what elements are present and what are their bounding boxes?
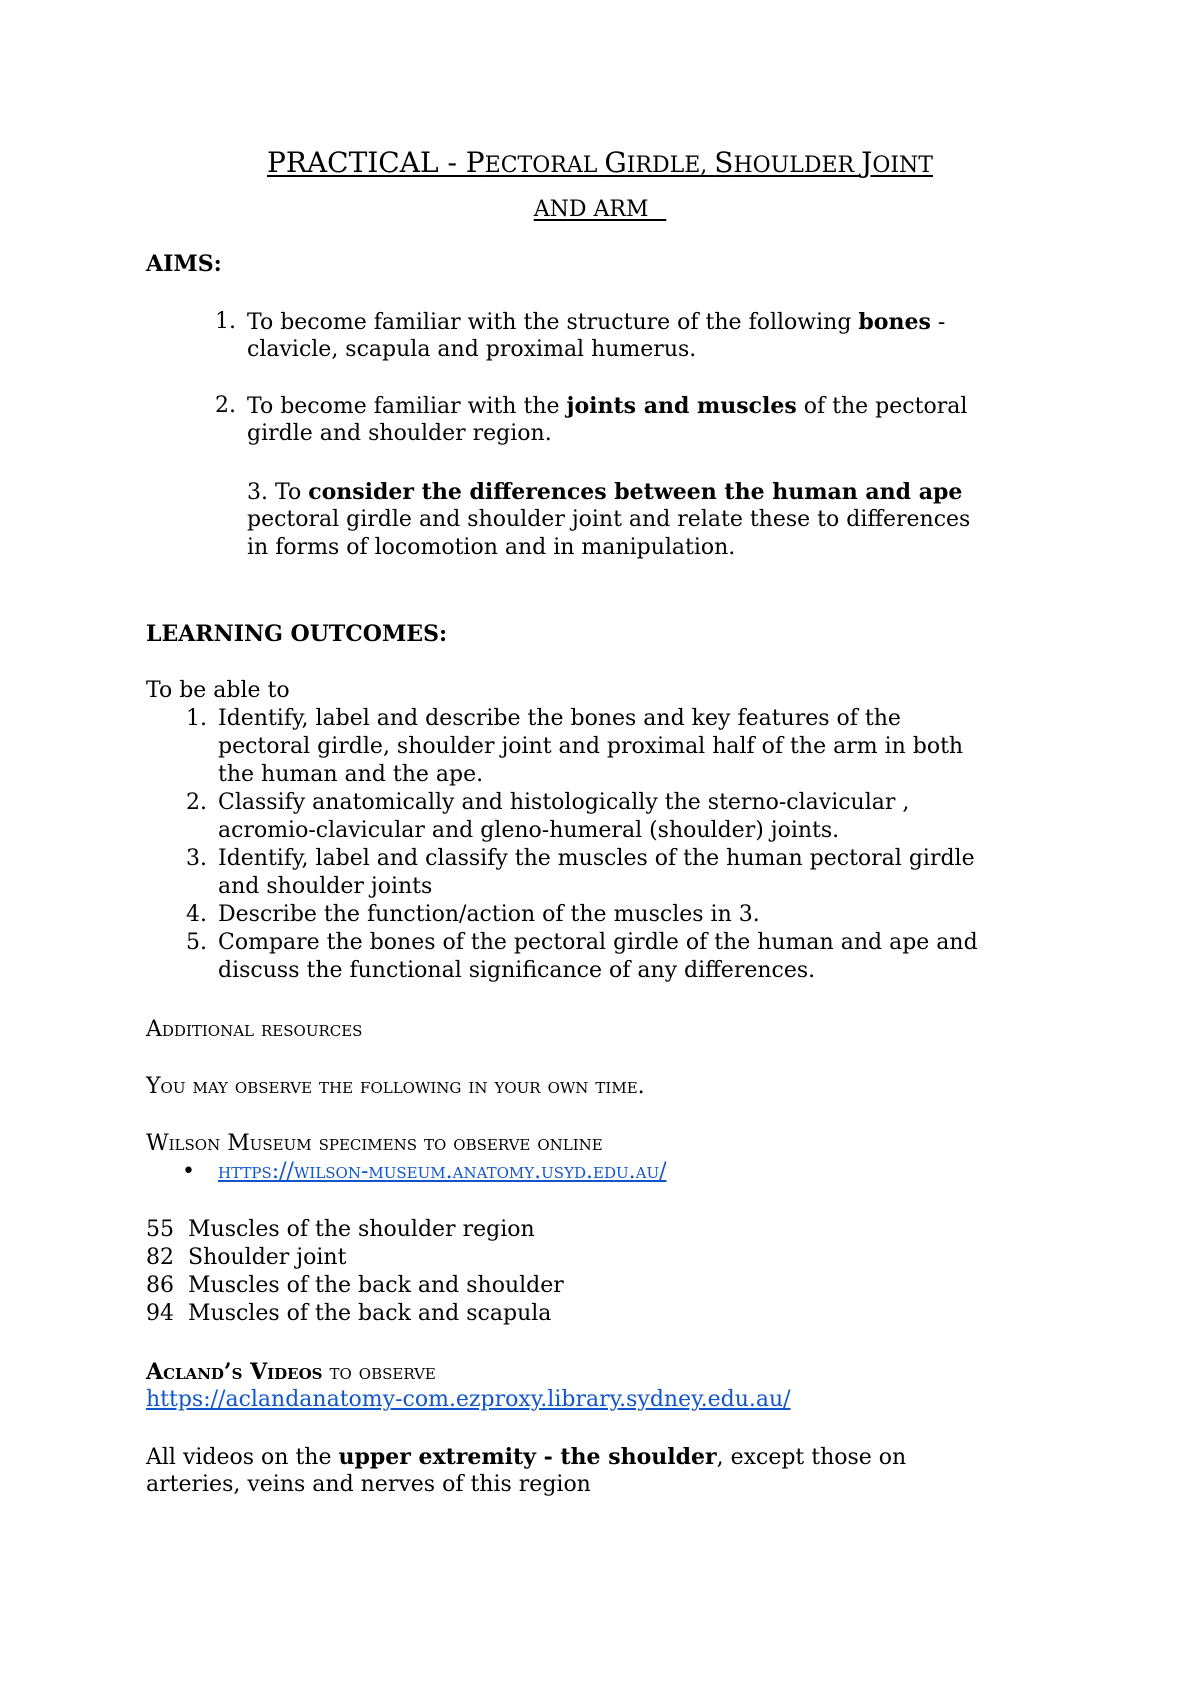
acland-videos-link[interactable]: https://aclandanatomy-com.ezproxy.library.sydney.edu.au/ [146,1387,791,1412]
aim-item-1-line1 [247,308,945,337]
outcome-2-line1: Classify anatomically and histologically the sterno-clavicular , [218,790,910,815]
aim-emphasis: bones [858,309,931,335]
outcome-5-line1: Compare the bones of the pectoral girdle of the human and ape and [218,930,978,955]
resources-note: You may observe the following in your own time. [146,1074,645,1099]
title-part: PRACTICAL - P [267,146,485,179]
aim-item-3-line3: in forms of locomotion and in manipulation. [247,535,736,560]
specimen-label: Muscles of the shoulder region [188,1217,535,1242]
title-part: ECTORAL [484,153,605,178]
final-note-line2: arteries, veins and nerves of this region [146,1472,591,1497]
wilson-link-line [218,1158,667,1186]
aim-text: To [275,480,309,505]
outcome-number: 5. [186,930,207,955]
title-part: G [604,146,627,179]
specimen-label: Muscles of the back and shoulder [188,1273,564,1298]
final-emphasis: upper extremity - the shoulder [338,1444,717,1470]
aim-item-3-line1 [247,478,962,507]
outcomes-intro: To be able to [146,678,290,703]
wilson-heading: Wilson Museum specimens to observe online [146,1131,603,1156]
title-part: AND ARM [533,197,649,222]
aim-text: of the pectoral [796,394,968,419]
outcome-4-line1: Describe the function/action of the muscles in 3. [218,902,760,927]
final-note-line1 [146,1443,906,1472]
specimen-number: 94 [146,1301,174,1326]
aim-number: 1. [215,309,236,334]
final-text: All videos on the [146,1445,339,1470]
aim-emphasis: joints and muscles [566,393,797,419]
aim-text: To become familiar with the [247,394,567,419]
specimen-row [146,1300,551,1328]
outcome-number: 1. [186,706,207,731]
acland-link-line [146,1386,791,1414]
resources-heading: Additional resources [146,1017,363,1042]
outcomes-heading: LEARNING OUTCOMES: [146,621,448,647]
outcome-number: 2. [186,790,207,815]
aim-text: - [930,310,946,335]
outcome-number: 3. [186,846,207,871]
title-part: OINT [872,153,933,178]
specimen-row [146,1272,564,1300]
aim-text: To become familiar with the structure of the following [247,310,859,335]
title-part: J [861,146,873,179]
outcome-5-line2: discuss the functional significance of any differences. [218,958,816,983]
outcome-number: 4. [186,902,207,927]
outcome-3-line2: and shoulder joints [218,874,433,899]
specimen-row [146,1244,346,1272]
title-part: S [714,146,734,179]
page-title-line2 [0,190,1200,223]
title-part: IRDLE, [626,153,715,178]
acland-heading [146,1358,436,1387]
outcome-2-line2: acromio-clavicular and gleno-humeral (shoulder) joints. [218,818,840,843]
specimen-number: 55 [146,1217,174,1242]
aim-number: 3. [247,480,268,505]
specimen-label: Shoulder joint [188,1245,347,1270]
specimen-number: 82 [146,1245,174,1270]
aim-item-3-line2: pectoral girdle and shoulder joint and relate these to differences [247,507,971,532]
final-text: , except those on [716,1445,907,1470]
specimen-label: Muscles of the back and scapula [188,1301,552,1326]
acland-heading-text: to observe [322,1360,436,1385]
page-title [0,146,1200,179]
outcome-1-line2: pectoral girdle, shoulder joint and proximal half of the arm in both [218,734,964,759]
specimen-number: 86 [146,1273,174,1298]
title-part: HOULDER [733,153,862,178]
aim-item-2-line2: girdle and shoulder region. [247,421,552,446]
outcome-3-line1: Identify, label and classify the muscles of the human pectoral girdle [218,846,975,871]
aim-emphasis: consider the differences between the human and ape [308,479,963,505]
aims-heading: AIMS: [146,251,222,277]
outcome-1-line1: Identify, label and describe the bones and key features of the [218,706,901,731]
aim-item-1-line2: clavicle, scapula and proximal humerus. [247,337,697,362]
specimen-row [146,1216,535,1244]
bullet-icon: • [182,1159,195,1184]
outcome-1-line3: the human and the ape. [218,762,484,787]
aim-item-2-line1 [247,392,967,421]
acland-heading-bold: Acland’s Videos [146,1359,323,1385]
wilson-museum-link[interactable]: https://wilson-museum.anatomy.usyd.edu.au/ [218,1159,667,1184]
aim-number: 2. [215,393,236,418]
